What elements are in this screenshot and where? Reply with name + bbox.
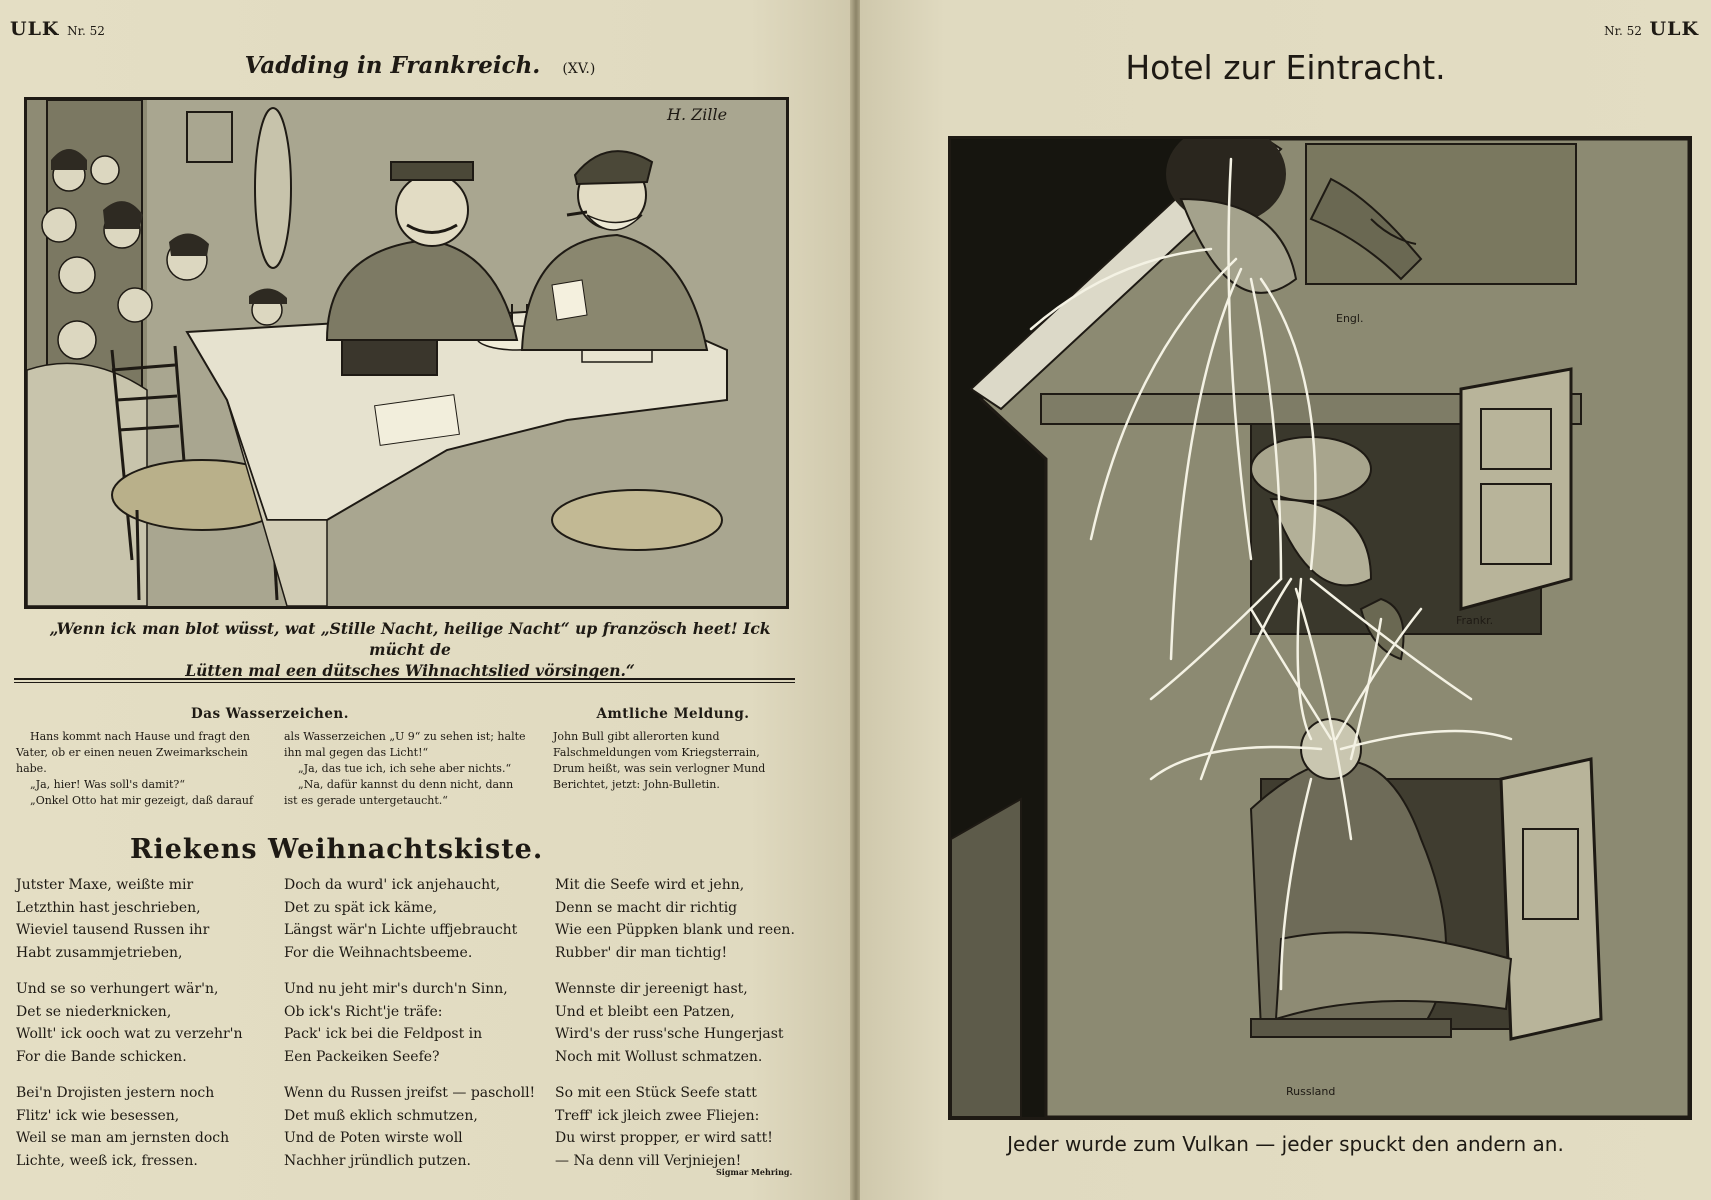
poem-line: — Na denn vill Verjniejen!	[555, 1152, 742, 1169]
poem-line: For die Bande schicken.	[16, 1048, 187, 1065]
poem-line: Denn se macht dir richtig	[555, 899, 738, 916]
poem-line: Wird's der russ'sche Hungerjast	[555, 1026, 784, 1042]
poem-line: Wollt' ick ooch wat zu verzehr'n	[16, 1026, 243, 1042]
cartoon-signature: H. Zille	[667, 105, 728, 124]
poem-line: Habt zusammjetrieben,	[16, 944, 183, 961]
poem-line: Een Packeiken Seefe?	[284, 1048, 440, 1065]
left-running-head	[10, 18, 105, 40]
poem-line: Det zu spät ick käme,	[284, 899, 438, 916]
text-line: ist es gerade untergetaucht.“	[284, 794, 448, 807]
poem-author-signature: Sigmar Mehring.	[716, 1167, 793, 1177]
poem-line: Und nu jeht mir's durch'n Sinn,	[284, 981, 508, 997]
poem-line: Pack' ick bei die Feldpost in	[284, 1026, 483, 1042]
poem-stanza	[555, 1082, 773, 1172]
poem-line: Wenn du Russen jreifst — pascholl!	[284, 1085, 536, 1101]
left-issue-number: Nr. 52	[67, 24, 105, 38]
poem-line: Det se niederknicken,	[16, 1003, 172, 1020]
cartoon-title-text: Vadding in Frankreich.	[244, 52, 541, 79]
poem-line: Nachher jründlich putzen.	[284, 1152, 471, 1169]
poem-line: Wieviel tausend Russen ihr	[16, 922, 210, 938]
poem-line: Treff' ick jleich zwee Fliejen:	[555, 1107, 760, 1124]
poem-stanza	[284, 978, 508, 1068]
text-line: John Bull gibt allerorten kund	[553, 730, 720, 743]
meldung-title: Amtliche Meldung.	[596, 706, 750, 722]
poem-title: Riekens Weihnachtskiste.	[130, 834, 544, 865]
cartoon-caption	[30, 618, 790, 681]
poem-stanza	[555, 874, 795, 964]
poem-line: Lichte, weeß ick, fressen.	[16, 1152, 198, 1169]
section-divider	[14, 678, 795, 683]
text-line: ihn mal gegen das Licht!“	[284, 746, 429, 759]
poem-stanza	[16, 874, 209, 964]
cartoon-caption-line-2: Lütten mal een dütsches Wihnachtslied vörsingen.“	[185, 661, 635, 680]
text-line: „Ja, hier! Was soll's damit?“	[30, 778, 185, 791]
text-line: Falschmeldungen vom Kriegsterrain,	[553, 746, 760, 759]
poem-stanza	[284, 1082, 535, 1172]
poem-stanza	[284, 874, 517, 964]
poem-line: Wie een Püppken blank und reen.	[555, 922, 795, 938]
left-brand: ULK	[10, 18, 60, 40]
right-running-head	[1604, 18, 1699, 40]
text-line: Hans kommt nach Hause und fragt den	[30, 730, 250, 743]
poem-line: Bei'n Drojisten jestern noch	[16, 1085, 215, 1101]
text-line: „Na, dafür kannst du denn nicht, dann	[298, 778, 514, 791]
poem-line: Noch mit Wollust schmatzen.	[555, 1048, 763, 1065]
hotel-cartoon-illustration	[948, 136, 1692, 1120]
poem-line: Längst wär'n Lichte uffjebraucht	[284, 922, 518, 938]
poem-line: Und de Poten wirste woll	[284, 1130, 463, 1146]
wasserzeichen-title: Das Wasserzeichen.	[191, 706, 349, 722]
poem-stanza	[16, 1082, 229, 1172]
poem-stanza	[555, 978, 784, 1068]
label-russland: Russland	[1286, 1085, 1336, 1098]
cartoon-caption-line-1: „Wenn ick man blot wüsst, wat „Stille Nacht, heilige Nacht“ up französch heet! Ick mücht de	[49, 619, 771, 659]
cartoon-drawing	[27, 100, 786, 606]
text-line: Vater, ob er einen neuen Zweimarkschein	[16, 746, 248, 759]
poem-line: Und se so verhungert wär'n,	[16, 981, 219, 997]
poem-line: Du wirst propper, er wird satt!	[555, 1130, 773, 1146]
cartoon-title	[180, 52, 660, 79]
text-line: habe.	[16, 762, 47, 775]
text-line: Berichtet, jetzt: John-Bulletin.	[553, 778, 720, 791]
hotel-caption: Jeder wurde zum Vulkan — jeder spuckt den andern an.	[1007, 1132, 1564, 1156]
right-brand: ULK	[1649, 18, 1699, 40]
poem-line: Letzthin hast jeschrieben,	[16, 899, 201, 916]
poem-line: For die Weihnachtsbeeme.	[284, 944, 473, 961]
poem-line: Wennste dir jereenigt hast,	[555, 981, 748, 997]
cartoon-number: (XV.)	[562, 61, 596, 77]
poem-line: Ob ick's Richt'je träfe:	[284, 1003, 443, 1020]
label-england: Engl.	[1336, 312, 1364, 325]
poem-line: Mit die Seefe wird et jehn,	[555, 877, 745, 893]
hotel-drawing	[951, 139, 1689, 1117]
poem-line: Weil se man am jernsten doch	[16, 1130, 230, 1146]
wasserzeichen-column-1	[16, 729, 271, 809]
label-frankreich: Frankr.	[1456, 614, 1494, 627]
text-line: „Ja, das tue ich, ich sehe aber nichts.“	[298, 762, 512, 775]
hotel-title: Hotel zur Eintracht.	[1125, 48, 1446, 87]
zille-cartoon-illustration	[24, 97, 789, 609]
poem-line: Det muß eklich schmutzen,	[284, 1107, 478, 1124]
meldung-text	[553, 729, 803, 793]
poem-line: Rubber' dir man tichtig!	[555, 944, 728, 961]
text-line: Drum heißt, was sein verlogner Mund	[553, 762, 766, 775]
poem-line: So mit een Stück Seefe statt	[555, 1085, 757, 1101]
right-page	[860, 0, 1711, 1200]
left-page	[0, 0, 852, 1200]
poem-stanza	[16, 978, 243, 1068]
poem-line: Und et bleibt een Patzen,	[555, 1003, 735, 1020]
text-line: als Wasserzeichen „U 9“ zu sehen ist; halte	[284, 730, 526, 743]
poem-line: Jutster Maxe, weißte mir	[16, 877, 194, 893]
poem-line: Flitz' ick wie besessen,	[16, 1107, 180, 1124]
poem-line: Doch da wurd' ick anjehaucht,	[284, 877, 501, 893]
right-issue-number: Nr. 52	[1604, 24, 1642, 38]
wasserzeichen-column-2	[284, 729, 539, 809]
text-line: „Onkel Otto hat mir gezeigt, daß darauf	[30, 794, 254, 807]
